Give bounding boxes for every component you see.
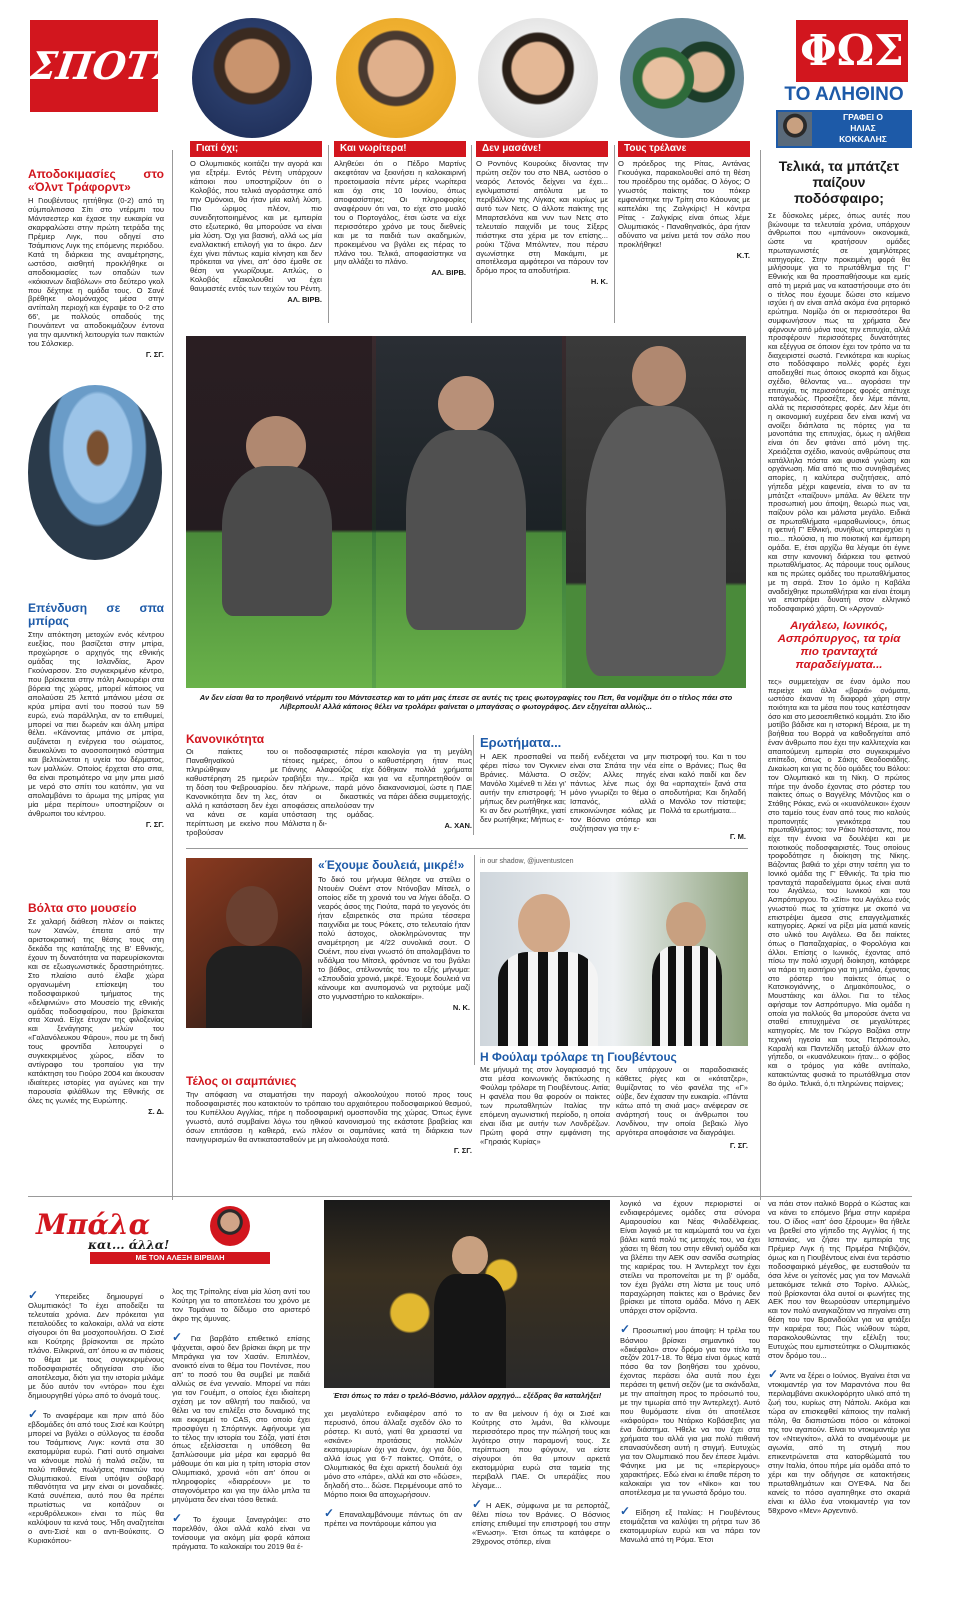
fulham-player-head [518, 894, 570, 954]
fos-sub: ΤΟ ΑΛΗΘΙΝΟ [784, 84, 904, 105]
bottom-b1b: Το αναφέραμε και πριν από δύο εβδομάδες ότι από τους Σισέ και Κούτρη μπορεί να βγάλει ο σύλλογος τα έσοδα του Τσάμπιονς Λιγκ: κοντά στα 30 εκατομμύρια ευρώ. Γιατί αυτό σημαίνει να κάνουμε πολύ ή παλιά σεζόν, τα πολύ πιθανές πωλήσεις παικτών του Ολυμπιακού. Είναι υπόψιν σοβαρή πιθανότητα να μην είναι οι μοναδικές. Κατά συνέπεια, αυτό που θα πρέπει πρωτίστως να κοιτάζουν οι «ερυθρόλευκοι» είναι το πώς θα καλύψουν τα κενά τους. Ήδη αναζητείται ο αντι-Σισέ και ο αντι-Βούκσιτς. Ο Κυριακόπου- [28, 1410, 164, 1546]
fulham-sig: Γ. ΣΓ. [729, 1141, 748, 1150]
kanonikotita-sig: Α. ΧΑΝ. [444, 821, 472, 830]
kai-alla-logo: και... άλλα! [88, 1238, 170, 1252]
right-text-1: Σε δύσκολες μέρες, όπως αυτές που βιώνουμε τα τελευταία χρόνια, υπάρχουν άνθρωποι που «μπάνουν» οικονομικά, ώστε να κρατήσουν ομάδες πρωταγωνιστές σε χαμηλότερες κατηγορίες. Στην προκειμένη φορά θα μιλήσουμε για το πρωτάθλημα της Γ' Εθνικής και θα προσπαθήσουμε και εμείς από τη μεριά μας να καταστήσουμε στο ότι ο τίτλος που έχουμε δώσει στο κείμενο ισχύει ή αν είναι απλά ακόμα ένα ρητορικό ερώτημα. Νομίζω ότι οι περισσότεροι θα συμφωνήσουν πως τα χρήματα δεν φέρνουν από μόνα τους την επιτυχία, αλλά προσφέρουν περισσότερες δυνατότητες και εξέγγυα σε όποιον έχει τον τρόπο να τα διαχειριστεί σωστά. Γενικότερα και κυρίως στο ποδόσφαιρο πολλές φορές έχει αποδειχθεί πως όποιος σκορπά και δίχως σχέδιο, θέλοντας να... αγοράσει την επιτυχία, τις περισσότερες φορές απέτυχε πατάγωδώς. Προσέξτε, δεν λέμε πάντα, αλλά τις περισσότερες φορές. Δεν λέμε ότι η οικονομική ευχέρεια δεν είναι ικανή να ανοίξει διάπλατα τις πόρτες για τα μονοπάτια της επιτυχίας, όμως η αλήθεια είναι ότι δεν φτάνει από μόνη της. Χρειάζεται σχέδιο, ικανούς ανθρώπους στα κατάλληλα πόστα και φυσικά γνώση και οργάνωση. Μία από τις πιο συνηθισμένες απορίες, η καλύτερα συζητήσεις, από γήπεδα μέχρι καφενεία, είναι το αν τα μπάτζετ «παίζουν» μπάλα. Αν θέλετε την προσωπική μου άποψη, θεωρώ πως ναι, παίζουν ρόλο και μάλιστα μεγάλο. Ειδικά σε πρωταθλήματα «μαραθωνίους», όπως η φετινή Γ' Εθνική, συνήθως υπερισχύει η πιο... πλούσια, η πιο ποιοτική και έμπειρη ομάδα. Ε, έτσι αρχίζω θα λέγαμε ότι έγινε και στην κανονική διάρκεια του φετινού πρωταθλήματος. Ας πάρουμε τους ομίλους και τις πρώτες ομάδες του πρωταθλήματος με τη σειρά. Στον 1ο όμιλο η Καβάλα αναδείχθηκε πρωταθλήτρια και είναι έτοιμη να επιστρέψει δυνατή στον ελληνικό ποδοσφαιρικό χάρτη. Οι «Αργοναύ- [768, 211, 910, 614]
col4-sig: Κ.Τ. [736, 250, 750, 260]
bottom-b4a: το αν θα μείνουν ή όχι οι Σισέ και Κούτρης στο λιμάνι, θα κλίνουμε περισσότερο προς την πώλησή τους και λιγότερο στην παραμονή τους. Σε περίπτωση που φύγουν, να είστε σίγουροι ότι θα μπουν αρκετά εκατομμύρια ευρώ στα ταμεία της περιβαλλ ΠΑΕ. Οι υπεράξίες που λέγαμε... [472, 1409, 610, 1490]
kanonikotita-title: Κανονικότητα [186, 732, 265, 746]
champagne-title: Τέλος οι σαμπάνιες [186, 1074, 297, 1088]
byline-avatar [778, 112, 812, 146]
bottom-col3 [324, 1410, 462, 1529]
right-sub: Αιγάλεω, Ιωνικός, Ασπρόπυργος, τα τρία πιο τρανταχτά παραδείγματα... [777, 619, 901, 671]
champagne-article [186, 1074, 472, 1156]
pep-photo-strip [186, 336, 746, 688]
kanonikotita-article [186, 732, 476, 837]
col1-article [190, 160, 322, 305]
bottom-b1a: Υπερείδες δημιουργεί ο Ολυμπιακός! Το έχει αποδείξει τα τελευταία χρόνια. Δεν πρόκειται για πεταλούδες το καλοκαίρι, αλλά να είστε σίγουροι ότι θα μοσχοπουλήσει. Ο Σισέ και Κούτρης βρίσκονται σε πρώτο πλάνο. Ειλικρινά, απ' όπου κι αν πιάσεις το θέμα με τους συγκεκριμένους ποδοσφαιριστές οδηγείσαι στο ίδιο αποτέλεσμα, διότι για την ιστορία μιλάμε με δύο αυτόν τον «ντόρο» που έχει δημιουργηθεί γύρω από το όνομά τους. [28, 1292, 164, 1400]
col2-text: Αληθεύει ότι ο Πέδρο Μαρτίνς ακεφτόταν να ξεκινήσει η καλοκαιρινή προετοιμασία πέντε μέρες νωρίτερα και όχι στις 10 Ιουνίου, όπως αποφασίστηκε; Οι πληροφορίες αναφέρουν ότι ναι, το είχε στο μυαλό του ο Πορτογάλος, έτσι ώστε να είχε περισσότερο χρόνο με τους διεθνείς και με τα παιδιά των ακαδημιών, προκειμένου να βγάλει εις πέρας το πλάνο του. Τελικά, αποφασίστηκε να μην αλλάξει το πλάνο. [334, 159, 466, 267]
champagne-sig: Γ. ΣΓ. [453, 1145, 472, 1155]
bottom-b2c: Το έχουμε ξαναγράψει: στο παρελθόν, όλοι αλλά καλό είναι να τονίσουμε για ακόμη μία φορά κάποια πράγματα. Το καλοκαίρι του 2019 θα έ- [172, 1515, 310, 1552]
virvilis-avatar [210, 1206, 250, 1246]
right-text-2: τες» συμμετείχαν σε έναν όμιλο που περιείχε και άλλα «βαριά» ονόματα, ωστόσο έκαναν τη διαφορά χάρη στην ποιότητα και τα μέσα που τους κατέστησαν όσο και στο μεσοεπιθετικό κομμάτι. Στο ίδιο μοτίβο βάδισε και η ιστορική Βέροια, με τη βοήθεια του Βορρά να καθοδηγείται από έναν άνθρωπο που έχει την καλλιτεχνία και απαιτούμενη εμπειρία στο συγκεκριμένο επίπεδο, όπως ο Σάκης Θεοδοσιάδης. Δικαίωση και για τις δύο ομάδες του Βόλου: τον Ολυμπιακό και τη Νίκη. Ο πρώτος πήρε την άνοδο έχοντας στο ρόστερ του παίκτες όπως ο Βαγγέλης Μόντζιος και ο Στάθης Ρόκας, ενώ οι «κυανόλευκοι» έχουν στο ταμείο τους έναν από τους πιο καλούς προπονητές γενικότερα του πρωταθλήματος: τον Ράκο Ντόσταντς, που είχε την έννοια να δουλέψει και με ποιοτικούς ποδοσφαιριστές. Τους οποίους τροφοδότησε η διοίκηση της Νίκης. Βάζοντας βαθιά το χέρι στην τσέπη για το Ιονικό ομάδα της Γ' Εθνικής. Τα τρία πιο τρανταχτά παραδείγματα όμως είναι αυτά του Αιγάλεω, του Ιωνικού και του Ασπρόπυργου. Το «Σίτι» του Αιγάλεω ενός γνωστού πως τα χτίστηκε με σκοπό να επιστρέψει άμεσα στις επαγγελματικές κατηγορίες. Αρκεί να ρίξει μία ματιά κανείς στο υλικό του Αιγάλεω. Θα δει παίκτες όπως ο Παπαζαχαρίας, ο Φορολόγια και άλλοι. Επίσης ο Ιωνικός, έχοντας από πίσω την πολύ ισχυρή διοίκηση, κατάφερε να πάρει τη εισιτήριο για τη μπάλα, έχοντας στο ρόστερ του παίκτες όπως ο Κατσικογιάννης, ο Δημακόπουλος, ο Μουστάκης και άλλοι. Για το τέλος αφήσαμε τον Ασπρόπυργο. Μία ομάδα η οποία για πολλούς θα μπορούσε άνετα να σταθεί επιτυχημένα σε μεγαλύτερες κατηγορίες. Με τον Γιώργο Βαζάκα στην τεχνική ηγεσία και τους Πετρόπουλο, Καραλή και Παντελίδη μεταξύ άλλων στο γήπεδο, οι «κυανόλευκοι» ήταν... ο φόβος και ο τρόμος για κάθε αντίπαλο, κατακτώντας φυσικά το πρωτάθλημα στον 8ο όμιλο. Τελικά, ό,τι πληρώνεις παίρνεις; [768, 676, 910, 1088]
juve-player-shirt [652, 946, 722, 1046]
bottom-b3a: χει μεγαλύτερο ενδιαφέρον από το περυσινό, όπου άλλαξε σχεδόν όλο το ρόστερ. Κι αυτό, γιατί θα χρειαστεί να «σκάνε» προτάσεις πολλών εκατομμυρίων όχι για έναν, όχι για δύο, αλλά ίσως για 6-7 παίκτες. Οπότε, ο Ολυμπιακός θα έχει αρκετή δουλειά όχι μόνο στο «πάρε», αλλά και στο «δώσε», δηλαδή στο... δώσε. Περιμένουμε από το Μόρτιο ποιοι θα αποχωρήσουν. [324, 1409, 462, 1499]
col4-label-wrap [618, 141, 750, 157]
fulham-player-shirt [498, 952, 598, 1046]
crowd-caption: Έτσι όπως το πάει ο τρελό-Βόσνιο, μάλλον αρχηγό... εξέδρας θα καταλήξει! [332, 1391, 602, 1400]
check-icon: ✓ [620, 1322, 631, 1337]
check-icon: ✓ [472, 1496, 485, 1511]
bottom-col1 [28, 1288, 164, 1546]
fulham-shadow-text: in our shadow, @juventustcen [480, 858, 574, 865]
col2-article [334, 160, 466, 278]
pep-caption: Αν δεν είσαι θα το προηθεινό ντέρμπι του Μάντσεστερ και το μάτι μας έπεσε σε αυτές τις τρεις φωτογραφίες του Πεπ, θα νομίζαμε ότι ο τίτλος πάει στο Λίβερπουλ! Αλλά κάποιος θέλει να τρολάρει φαίνεται ο μπαγάσας ο φωτογράφος. Δεν εξηγείται αλλιώς... [199, 693, 733, 711]
kanonikotita-text-2: οι ποδοσφαιριστές πέρσι τέτοιες ημέρες, όπου ο Γιάννης Αλαφούζος είχε τραβήξει την... πρίζα και δεν πλήρωνε, παρά μόνο όταν οι δικαστικές αποφάσεις απειλούσαν την υπόσταση της ομάδας. Μάλιστα η δι- [282, 747, 374, 828]
col3-article [476, 160, 608, 287]
col1-label-wrap [190, 141, 322, 157]
bottom-b6a: να πάει στον ιταλικό Βορρά ο Κώστας και να κάνει το επόμενο βήμα στην καριέρα του. Ο ίδιος «απ' όσο ξέρουμε» θα ήθελε να βρεθεί στο γήπεδο της Αγγλίας ή της Ισπανίας, να ζήσει την εμπειρία της Πρέμιερ Λιγκ ή της Πριμέρα Ντιβιζιόν, όμως και η Γιουβέντους είναι ένα τεράστιο ποδοσφαιρικό μέγεθος, φε ευσταθούν τα όσα λένε οι γείτονές μας για τον Μανωλά μετακόμισε τελικά στο Τορίνο. Αλλιώς, πού βρίσκονται όλα αυτοί οι φωνήτες της ΑΕΚ που τον θεωρούσαν υπερτιμημένο και τον πολύ αναγκαζόταν να πηγαίνει στη θέση του τον Βρανιδούλα για να φτιάξει την καριέρα του; Πώς νιώθουν τώρα, παρακολουθώντας την εξέλιξη του; Ευτυχώς που εμπιστεύτηκε ο Ολυμπιακός στον δρόμο του... [768, 1199, 910, 1361]
wade-sig: Ν. Κ. [452, 1002, 470, 1012]
crowd-photo [324, 1200, 610, 1388]
col1-label: Γιατί όχι; [190, 141, 322, 157]
bottom-b5b: Προσωπική μου άποψη: Η τρέλα του Βόσνιου βρίσκει σημαντικό του «δικέφαλο» στον δρόμο για τον τίτλο τη σεζόν 2017-18. Το θέμα είναι όμως κατά πόσο θα τον βοηθήσει του χρόνου, έχοντας περάσει όλα αυτά που έχει περάσει τη φετινή σεζόν (με τα σκάνδαλα, με την απαίτηση προς το πρόσωπό του, με την τιμωρία από την Άντερλεχτ). Αυτό που θυμόμαστε είναι ότι αποτέλεσε «κάφούρα» του Ντάρκο Κοβάσεβιτς για ένα διάστημα. Ήθελε να τον έχει στα χρήματα του αλλά για μια πολύ πιθανή επανασύνδεση αυτή η στιγμή. Ευτυχώς για τον Ολυμπιακό που δεν έπεσε λιμάνι. Φάνηκε μια με τις «περίεργους» χαρακτήρες. Εδώ είναι κι έπαθε πέρση το καλοκαίρι για τον «Νίκο» και του αποτέλεσμα με τα γνωστά δρόμο του. [620, 1326, 760, 1497]
fulham-text-1: Με μήνυμά της στον λογαριασμό της στα μέσα κοινωνικής δικτύωσης η Φούλαμ τρόλαρε τη Γιουβέντους. Αιτία; Η φανέλα που θα φορούν οι παίκτες των πρωταθλητών Ιταλίας την επόμενη αγωνιστική περίοδο, η οποία είναι ίδια με αυτήν των Λονδρέζων. Πρώτη φορά στην εμφάνιση της «Γηραιάς Κυρίας» [480, 1065, 610, 1146]
left-s1-sig: Γ. ΣΓ. [145, 350, 164, 360]
kanonikotita-text-1: Οι παίκτες του Παναθηναϊκού πληρώθηκαν με καθυστέρηση 25 ημερών τη δόση του Φεβρουαρίου. Κανονικότητα δεν τη λες, αλλά η κατάσταση δεν έχει να κάνει σε καμία περίπτωση με εκείνο που τροβούσαν [186, 747, 278, 837]
bottom-b6b: Άντε να ξέρει ο Ιούνιος. Βγαίνει έτσι να ντοκιμαντέρ για τον Μαραντόνα που θα περιλαμβάνει ακυκλοφόρητο υλικό από τη ζωή του, κυρίως στη Νάπολι. Ακόμα και τώρα αν επισκεφθεί κάποιος την ιταλική πόλη, θα διαπιστώσει πόσο οι κάτοικοί της τον αγαπούν. Είναι το ντοκιμαντέρ για τον «Ντιεγκίτο», αλλά το αναμένουμε με αγωνία, από τη στιγμή που επικεντρώνεται στα κατορθώματά του στην Ιταλία, όπου πήρε μία ομάδα από το χέρι και την οδήγησε σε κατακτήσεις πρωταθλημάτων και ΟΥΕΦΑ. Να δει κανείς το πόσο αγαπηθηκε στο σκαριά είναι κι άλλο ένα ντοκιμαντέρ για τον 58χρονο «Μεν» Αργεντινό. [768, 1371, 910, 1515]
fos-logo: ΦΩΣ [800, 26, 904, 75]
fulham-photo [480, 872, 748, 1046]
wade-text: Το δικό του μήνυμα θέλησε να στείλει ο Ντουέιν Ουέιντ στον Ντόνοβαν Μίτσελ, ο οποίος είδε τη χρονιά του να λήγει άδοξα. Ο νεαρός άσος της Γιούτα, παρά το γεγονός ότι ήταν εξαιρετικός στα πρώτα τέσσερα παιχνίδια με τους Ρόκετς, στο τελευταίο ήταν πολύ άστοχος, ολοκληρώνοντας την αναμέτρηση με 4/22 συνολικά σουτ. Ο Ουέιντ, που είναι γνωστό ότι απολαμβάνει το ινδάλμα του Μίτσελ, φρόντισε να του βγάλει το βάθος, στέλνοντάς του το εξής μήνυμα: «Σπουδαία χρονιά, μικρέ. Έχουμε δουλειά να κάνουμε και ανυπομονώ να ριχτούμε μαζί στο γυμναστήριο το καλοκαίρι». [318, 875, 470, 1001]
pep-head-2 [438, 376, 494, 432]
col4-label: Τους τρέλανε [618, 141, 750, 157]
mpala-byline: ΜΕ ΤΟΝ ΑΛΕΞΗ ΒΙΡΒΙΛΗ [90, 1252, 270, 1264]
erotimata-text-1: Η ΑΕΚ προσπαθεί να φέρει πίσω τον Όγκνιεν Βράνιες. Μάλιστα. Ο Μανόλο Χιμένεθ τι λέει γι' αυτήν την επιστροφή; Ή μήπως δεν ρωτήθηκε και; Κι αν δεν ρωτήθηκε, γιατί δεν ρωτήθηκε; Μήπως ε- [480, 752, 566, 824]
bottom-b5a: λογικό να έχουν περιοριστεί οι ενδιαφερόμενες ομάδες στα σύνορα Αμαρουσίου και Νέας Φιλαδέλφειας. Είναι λογικό με τα καμώματά του να έχει βάλει κατά πολύ τις μετοχές του, να έχει χάσει τη θέση του στην εθνική ομάδα και να βλέπει την ΑΕΚ σαν σανίδα σωτηρίας της καριέρας του. Η Άντερλεχτ τον έχει στείλει να προπονείται με τη β' ομάδα, τον έχει βγάλει στη λίστα με τους υπό παραχώρηση παίκτες και ο Βράνιες δεν βρίσκει με τίποτα ομάδα. Μόνο η ΑΕΚ υπάρχει στον ορίζοντα. [620, 1199, 760, 1316]
right-article [768, 158, 910, 1088]
pep-body-3 [586, 406, 726, 676]
check-icon: ✓ [768, 1367, 779, 1382]
erotimata-title: Ερωτήματα... [480, 735, 562, 750]
wade-photo [186, 858, 312, 1028]
left-s2-text: Στην απόκτηση μετοχών ενός κέντρου ευεξίας, που βασίζεται στην μπίρα, προχώρησε ο αρχηγός της εθνικής ομάδας της Ισλανδίας, Άρον Γκούναρσον. Στο συγκεκριμένο κέντρο, που βρίσκεται στην πόλη Ακουρέιρι στα βόρεια της χώρας, μπορεί κάποιος να απολαύσει 25 λεπτά μπάνιου μέσα σε κρύα μπίρα αντί του ποσού των 59 ευρώ, ενώ παράλληλα, αν το επιθυμεί, μπορεί να πιει δωρεάν και άλλη μπίρα θέλει. «Κάνοντας μπάνιο σε μπίρα, αυξάνεται η ενέργεια του σώματος, διευκολύνει το ανοσοποιητικό σύστημα και βελτιώνεται η υγεία του δέρματος, των μαλλιών. Οποίος έρχεται στο σπα, θα είναι προτιμότερο να μην μπει μισό με νερό στο σπίτι του κατόπιν, για να απολαμβάνει το άρωμα της μπίρας για μία μέρα περίπου» υποστηρίζουν οι άνθρωποι του κέντρου. [28, 630, 164, 819]
fulham-title: Η Φούλαμ τρόλαρε τη Γιουβέντους [480, 1050, 677, 1064]
check-icon: ✓ [172, 1511, 191, 1526]
col2-sig: ΑΛ. ΒΙΡΒ. [431, 268, 466, 278]
erotimata-text-3: πιστροφή του. Και τι του είπε ο Βράνιες; Πως θα είναι καλό παιδί και δεν θα «αρπαχτεί» ξανά στα αποδυτήρια; Και δηλαδή ο Μανόλο τον πίστεψε; Πολλά τα ερωτήματα... [660, 752, 746, 815]
pep-body-1 [222, 466, 332, 616]
mpala-header [28, 1204, 310, 1264]
champagne-text: Την απόφαση να σταματήσει την παροχή αλκοολούχου ποτού προς τους ποδοσφαιριστές που κατακτούν το τρόπαιο του αρχαιότερου ποδοσφαιρικού θεσμού, του Κυπέλλου Αγγλίας, πήρε η ποδοσφαιρική ομοσπονδία της χώρας. Όπως έγινε γνωστό, αυτό συμβαίνει λόγω του ηθικού κανονισμού της εκάστοτε βραβείας και όσων επιτάσσει η καθιερά, ενώ πλέον οι σαμπάνιες κατά τη διάρκεια των πανηγυρισμών θα αντικατασταθούν με μη αλκοολούχα ποτά. [186, 1090, 472, 1144]
wade-head [226, 886, 278, 946]
col3-label-wrap [476, 141, 608, 157]
erotimata-article [480, 735, 748, 841]
vranjes-head [452, 1236, 488, 1276]
bottom-col5 [620, 1200, 760, 1545]
bottom-col6 [768, 1200, 910, 1516]
wade-jersey [206, 946, 302, 1028]
left-s1-text: Η Γιουβέντους ηττήθηκε (0-2) από τη σύμπολιτισσα Σίτι στο ντέρμπι του Μάντσεστερ και έχασε την ευκαιρία να σκαρφαλώσει στην πρώτη τετράδα της Πρέμιερ Λιγκ, που οδηγεί στο Τσάμπιονς Λιγκ της επόμενης περιόδου. Κατά τη διάρκεια της αναμέτρησης, ωστόσο, αισθητή προκλήθηκε οι αποδοκιμασίες των οπαδών των «κόκκινων διαβόλων» στο δεύτερο γκολ που δέχτηκε η ομάδα τους. Ο Σανέ βρέθηκε ολομόναχος μέσα στην αντίπαλη περιοχή και έγραψε το 0-2 στο 66', με πολλούς οπαδούς της Γιουνάιτεντ να αποδοκιμάζουν έντονα για την αμυντική λειτουργία των παικτών του Σόλσκιερ. [28, 196, 164, 349]
left-s1-title: Αποδοκιμασίες στο «Όλντ Τράφορντ» [28, 167, 164, 194]
left-s1 [28, 168, 164, 360]
col4-article [618, 160, 750, 260]
pep-photo-1 [186, 336, 372, 688]
portrait-martins [336, 18, 456, 138]
pep-photo-2 [376, 336, 562, 688]
left-s3-sig: Σ. Δ. [148, 1107, 164, 1117]
right-title: Τελικά, τα μπάτζετ παίζουν ποδόσφαιρο; [778, 158, 900, 206]
left-s3-title: Βόλτα στο μουσείο [28, 901, 137, 915]
bottom-b2a: λος της Τρίπολης είναι μία λύση αντί του Κούτρη για το αποτελέσει του χρόνο με τον Τομάνια το δίδυμο στο αριστερό άκρο της άμυνας. [172, 1287, 310, 1323]
byline-name1: ΗΛΙΑΣ [850, 123, 876, 133]
mpala-logo: Μπάλα [36, 1208, 151, 1241]
bottom-b4b: Η ΑΕΚ, σύμφωνα με τα ρεπορτάζ, θέλει πίσω τον Βράνιες. Ο Βόσνιος επίσης επιθυμεί την επιστροφή του στην «Ένωση». Έτσι όπως τα κατάφερε ο 29χρονος στόπερ, είναι [472, 1500, 610, 1546]
bottom-b5c: Είδηση εξ Ιταλίας: Η Γιουβέντους ετοιμάζεται να καλύψει τη ρήτρα των 36 εκατομμυρίων ευρώ και να πάρει τον Μανωλά από τη Ρόμα. Έτσι [620, 1507, 760, 1544]
juve-player-head [666, 902, 706, 948]
fulham-text-2: δεν υπάρχουν οι παραδοσιακές κάθετες ρίγες και οι «κότατζερ», θυμίζοντας το νέο φανέλα της «Γ» ούβε, δεν έχασαν την ευκαιρία. «Πάντα κάτω από τη σκιά μας» ανέφεραν σε ανάρτησή τους οι άνθρωποι του Λονδίνου, την οποία βεβαιώ λίγο αργότερα αποφάσισε να διαγράψει. [616, 1065, 748, 1137]
erotimata-sig: Γ. Μ. [729, 832, 746, 841]
bottom-col2 [172, 1288, 310, 1552]
check-icon: ✓ [28, 1288, 54, 1302]
col3-label: Δεν μασάνε! [476, 141, 608, 157]
pep-photo-3 [566, 336, 746, 688]
pep-body-2 [406, 430, 526, 630]
vranjes-body [434, 1274, 506, 1388]
erotimata-text-2: πειδή ενδέχεται να μην είναι στα Σπάτα την νέα σεζόν; Αλλες πηγές πάντως λένε πως όχι μόνο γνωρίζει το θέμα ο Ισπανός, αλλά επικοινώνησε κιόλας με τον Βόσνιο στόπερ και συζήτησαν για την ε- [570, 752, 656, 833]
wade-title: «Έχουμε δουλειά, μικρέ!» [318, 858, 465, 872]
fulham-article [480, 858, 748, 1150]
bottom-b3b: Επαναλαμβάνουμε πάντως ότι αν πρέπει να ποντάρουμε κάπου για [324, 1509, 462, 1528]
left-s2-title: Επένδυση σε σπα μπίρας [28, 601, 164, 628]
fos-logo-box [796, 20, 908, 82]
wade-article [318, 858, 470, 1012]
col1-sig: ΑΛ. ΒΙΡΒ. [287, 295, 322, 305]
byline-pre: ΓΡΑΦΕΙ Ο [842, 112, 884, 122]
portrait-guoga [620, 18, 744, 138]
byline-text [816, 112, 910, 145]
check-icon: ✓ [172, 1329, 189, 1344]
bottom-col4 [472, 1410, 610, 1547]
check-icon: ✓ [324, 1505, 338, 1520]
col4-text: Ο πρόεδρος της Ρίτας, Αντάνας Γκουόγκα, παρακολουθεί από τη θέση του προέδρου της ομάδας. Ο λόγος; Ο γνωστός παίκτης του πόκερ εμφανίστηκε την Τρίτη στο Κάουνας με καπελάκι της Ζαλγκίρις! Η κόντρα Ρίτας - Ζαλγκίρις είναι όπως λέμε Ολυμπιακός - Παναθηναϊκός, άρα ήταν αδύνατο να μείνει μετά τον σάλο που προκλήθηκε! [618, 159, 750, 249]
byline-box [776, 110, 912, 148]
left-s3-text: Σε χαλαρή διάθεση πλέον οι παίκτες των Χανών, έπειτα από την αριστοκρατική της θέσης τους στη δεκάδα της κατάταξης της Β' Εθνικής, έχουν τη δυνατότητα να παρευρίσκονται και σε εξωαγωνιστικές δραστηριότητες. Στο πλαίσιο αυτό έλαβε χώρα οργανωμένη επίσκεψη του ποδοσφαιρικού τμήματος της «δελφινιών» στο Μουσείο της εθνικής ομάδας ποδοσφαίρου, που βρίσκεται στα Χανιά. Είχε έτυχαν της φιλοξενίας και ξενάγησης μελών του «Γαλανόλευκου Φάρου», που με τη δική τους φροντίδα λειτουργεί ο συγκεκριμένος χώρος, είδαν το αντίγραφο του τροπαίου για την κατάκτηση του Γιούρο 2004 και άκουσαν ιδιαίτερες ιστορίες για αγώνες και την παρουσία φιλάθλων της Εθνικής σε όλες τις γωνιές της Ευρώπης. [28, 917, 164, 1106]
check-icon: ✓ [620, 1503, 634, 1518]
col2-label-wrap [334, 141, 466, 157]
col3-sig: Η. Κ. [590, 277, 608, 287]
kanonikotita-text-3: καιολογία για τη μεγάλη καθυστέρηση ήταν πως δόθηκαν πολλά χρήματα για να εξυπηρετηθούν οι διακανονισμοί, ώστε η ΠΑΕ να πάρει άδεια συμμετοχής. [378, 747, 472, 801]
portrait-kurucs [478, 18, 598, 138]
spots-logo-box [26, 20, 185, 112]
spots-logo: ΣΠΟΤΣ [26, 43, 185, 88]
col2-label: Και νωρίτερα! [334, 141, 466, 157]
byline-name2: ΚΟΚΚΑΛΗΣ [839, 134, 887, 144]
portrait-kolovos [192, 18, 312, 138]
bottom-b2b: Για βαρβάτο επιθετικό επίσης ψάχνεται, αφού δεν βρίσκει άκρη με την Μπράγκα για τον Χασάν. Επιπλέον, ανοικτό είναι το θέμα του Ποντένσε, που απ' το ποσό του θα συμβεί με παιδιά αλλιώς σε ένα γενναίο. Μπορεί να πάει για τον Γουέμπ, ο οποίος έχει ιδιαίτερη σχέση με τον αθλητή του παιδιού, να θέλει να τον επιλέξει στο δυναμικό της και εκκρεμεί το CAS, στο οποίο έχει προσφύγει η Σπόρτινγκ. Αφήνουμε για το τέλος την ιστορία του Σόζα, γιατί έτσι όπως εξελίσσεται η υπόθεση θα ξαπλώσουμε μία μέρα και εφαρμό θα μάθουμε ότι και μία η τρίτη ιστορία στον Ολυμπιακό, χρονιά «ότι απ' όπου οι πληροφορίες «διαρρέουν» με το σταγονόμετρο και για την άλλο μπλα τα μηνύματα δεν είναι τόσο θετικά. [172, 1333, 310, 1505]
pep-head-3 [632, 346, 686, 406]
left-s3 [28, 902, 164, 1117]
col1-text: Ο Ολυμπιακός κοιτάζει την αγορά και για εξτρέμ. Εντός Ρέντη υπάρχουν κάποιοι που υποστηρίζουν ότι ο Κολοβός, που τελικά αγοράστηκε από την Ομόνοια, θα ήταν μία καλή λύση. Πιο ώριμος πλέον, πιο συνειδητοποιημένος και με εμπειρία στο εξωτερικό, θα μπορούσε να είναι μία λύση. Όχι για βασική, αλλά ως μία εναλλακτική επιλογή για το άκρο. Δεν έχει γίνει πάντως καμία κίνηση και δεν πρόκειται να γίνει, απ' όσο έμαθε σε θέση να γνωρίζουμε. Απλώς, ο Κολοβός εξακολουθεί να έχει θαυμαστές εντός των τειχών του Ρέντη. [190, 159, 322, 294]
left-s2-sig: Γ. ΣΓ. [145, 820, 164, 830]
col3-text: Ο Ροντιόνς Κουρούκς δίνοντας την πρώτη σεζόν του στο NBA, ωστόσο ο νεαρός Λετονός δείχνει να έχει... εγκλιματιστεί απόλυτα με το περιβάλλον της Λίγκας και κυρίως με αυτό των Νετς. Ο άλλοτε παίκτης της Μπαρτσελόνα και νυν των Νετς στο τελευταίο παιχνίδι με τους Σίξερς πιάστηκε στα χέρια με τον επίσης... ρούκι Τζόνα Μπόλντεν, που πέρσυ αγωνίστηκε στη Μακάμπι, με αποτέλεσμα αμφότεροι να πάρουν τον δρόμο προς τα αποδυτήρια. [476, 159, 608, 276]
check-icon: ✓ [28, 1406, 41, 1421]
photo-sane [28, 385, 162, 560]
left-s2 [28, 602, 164, 830]
